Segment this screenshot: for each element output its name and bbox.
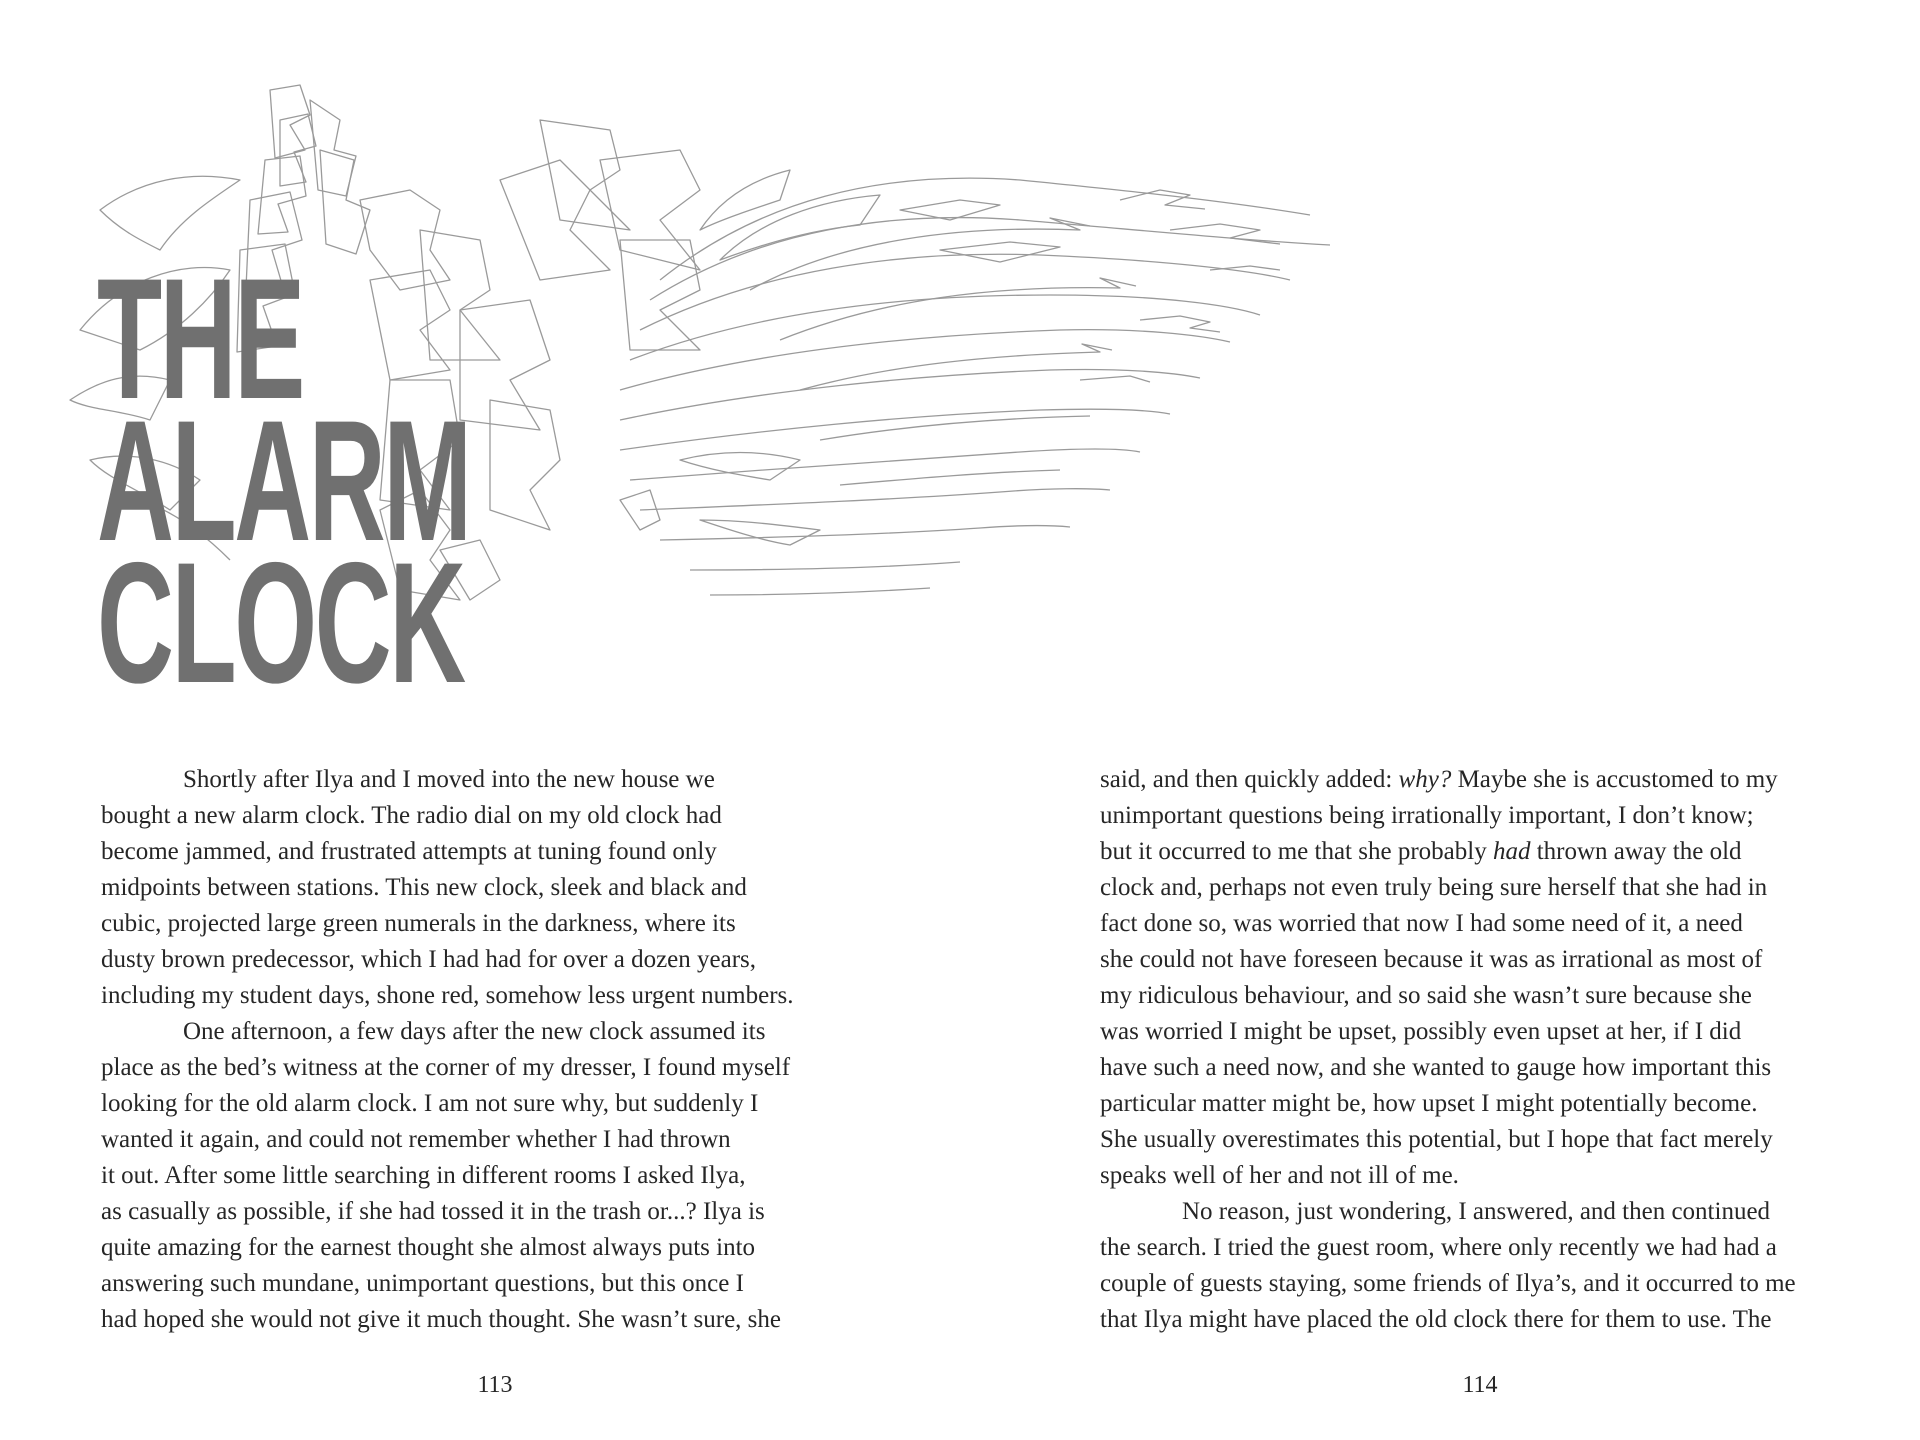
chapter-title <box>97 243 497 719</box>
italic-word: had <box>1492 838 1531 865</box>
italic-word: why? <box>1398 766 1452 793</box>
text-run: said, and then quickly added: <box>1100 766 1399 793</box>
text-line: couple of guests staying, some friends of Ilya’s, and it occurred to me <box>1100 1270 1796 1297</box>
text-line: midpoints between stations. This new clock, sleek and black and <box>101 874 747 901</box>
text-line: that Ilya might have placed the old clock there for them to use. The <box>1100 1306 1772 1333</box>
right-page-text <box>1100 762 1860 1338</box>
text-line: wanted it again, and could not remember whether I had thrown <box>101 1126 731 1153</box>
text-line: She usually overestimates this potential, but I hope that fact merely <box>1100 1126 1773 1153</box>
text-line: looking for the old alarm clock. I am not sure why, but suddenly I <box>101 1090 759 1117</box>
title-line-2: ALARM <box>97 385 470 577</box>
text-line: answering such mundane, unimportant questions, but this once I <box>101 1270 744 1297</box>
text-line: as casually as possible, if she had tossed it in the trash or...? Ilya is <box>101 1198 765 1225</box>
text-line: particular matter might be, how upset I might potentially become. <box>1100 1090 1758 1117</box>
page-number-left: 113 <box>477 1372 513 1398</box>
left-page-text <box>101 762 861 1338</box>
text-run: Maybe she is accustomed to my <box>1451 766 1778 793</box>
text-line: unimportant questions being irrationally important, I don’t know; <box>1100 802 1754 829</box>
text-line: speaks well of her and not ill of me. <box>1100 1162 1459 1189</box>
title-line-3: CLOCK <box>97 527 464 719</box>
text-line: was worried I might be upset, possibly even upset at her, if I did <box>1100 1018 1742 1045</box>
text-line <box>1100 762 1860 798</box>
text-line: place as the bed’s witness at the corner of my dresser, I found myself <box>101 1054 791 1081</box>
text-line: cubic, projected large green numerals in the darkness, where its <box>101 910 736 937</box>
text-line: No reason, just wondering, I answered, and then continued <box>1182 1198 1771 1225</box>
text-line: Shortly after Ilya and I moved into the new house we <box>183 766 715 793</box>
text-line: bought a new alarm clock. The radio dial on my old clock had <box>101 802 722 829</box>
text-line: including my student days, shone red, somehow less urgent numbers. <box>101 982 794 1009</box>
text-line: quite amazing for the earnest thought she almost always puts into <box>101 1234 756 1261</box>
text-line: clock and, perhaps not even truly being sure herself that she had in <box>1100 874 1768 901</box>
text-line: dusty brown predecessor, which I had had for over a dozen years, <box>101 946 757 973</box>
text-line: my ridiculous behaviour, and so said she wasn’t sure because she <box>1100 982 1752 1009</box>
text-line: it out. After some little searching in different rooms I asked Ilya, <box>101 1162 746 1189</box>
text-line: the search. I tried the guest room, where only recently we had had a <box>1100 1234 1777 1261</box>
text-line: become jammed, and frustrated attempts at tuning found only <box>101 838 717 865</box>
text-line <box>1100 834 1860 870</box>
text-line: she could not have foreseen because it was as irrational as most of <box>1100 946 1763 973</box>
text-line: fact done so, was worried that now I had some need of it, a need <box>1100 910 1743 937</box>
text-line: had hoped she would not give it much thought. She wasn’t sure, she <box>101 1306 782 1333</box>
page-number-right: 114 <box>1462 1372 1498 1398</box>
text-run: thrown away the old <box>1530 838 1742 865</box>
text-line: have such a need now, and she wanted to gauge how important this <box>1100 1054 1772 1081</box>
title-line-1: THE <box>97 243 303 435</box>
text-run: but it occurred to me that she probably <box>1100 838 1493 865</box>
text-line: One afternoon, a few days after the new clock assumed its <box>183 1018 766 1045</box>
